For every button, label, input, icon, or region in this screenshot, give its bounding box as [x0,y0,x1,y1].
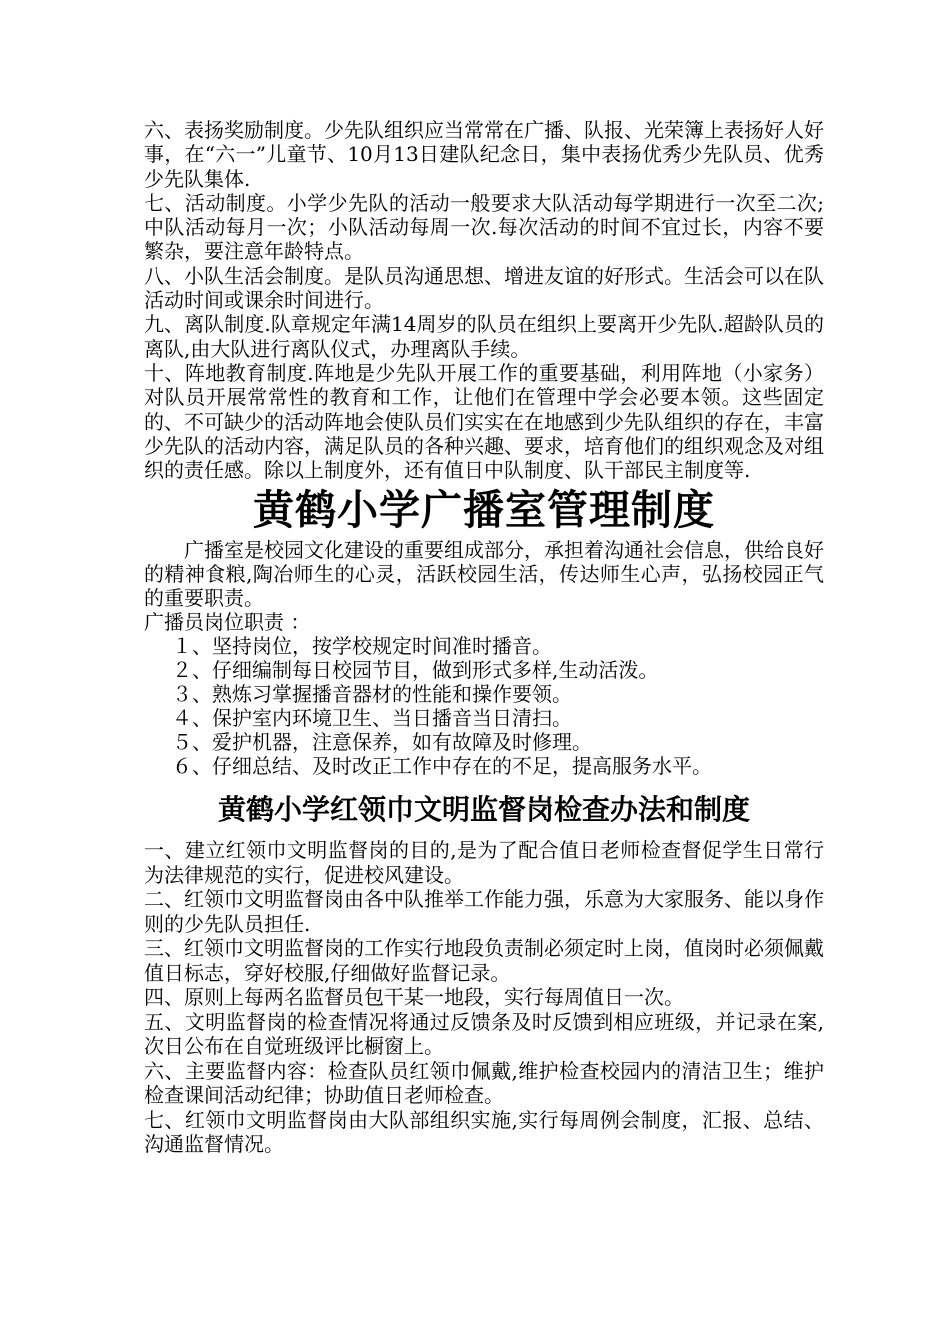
supervision-paragraph-2: 二、红领巾文明监督岗由各中队推举工作能力强，乐意为大家服务、能以身作则的少先队员担任. [144,887,824,936]
rule-paragraph-8: 八、小队生活会制度。是队员沟通思想、增进友谊的好形式。生活会可以在队活动时间或课余时间进行。 [144,263,824,313]
duty-item-4: ４、保护室内环境卫生、当日播音当日清扫。 [172,706,572,731]
broadcaster-duty-heading: 广播员岗位职责 ： [144,610,311,635]
supervision-paragraph-3: 三、红领巾文明监督岗的工作实行地段负责制必须定时上岗，值岗时必须佩戴值日标志，穿好校服,仔细做好监督记录。 [144,936,824,985]
duty-item-5: ５、爱护机器，注意保养，如有故障及时修理。 [172,730,592,755]
section-red-scarf-supervision [144,792,824,1157]
rule-paragraph-6: 六、表扬奖励制度。少先队组织应当常常在广播、队报、光荣簿上表扬好人好事，在“六一”儿童节、10月13日建队纪念日，集中表扬优秀少先队员、优秀少先队集体. [144,118,824,191]
broadcast-intro: 广播室是校园文化建设的重要组成部分，承担着沟通社会信息，供给良好的精神食粮,陶冶师生的心灵，活跃校园生活，传达师生心声，弘扬校园正气的重要职责。 [144,538,824,611]
supervision-paragraph-1: 一、建立红领巾文明监督岗的目的,是为了配合值日老师检查督促学生日常行为法律规范的实行，促进校风建设。 [144,838,824,887]
section-youth-pioneer-rules [144,118,824,482]
broadcast-room-title: 黄鹤小学广播室管理制度 [253,486,715,535]
duty-item-3: ３、熟炼习掌握播音器材的性能和操作要领。 [172,682,572,707]
supervision-title: 黄鹤小学红领巾文明监督岗检查办法和制度 [217,793,750,827]
section-broadcast-room [144,482,824,778]
rule-paragraph-7: 七、活动制度。小学少先队的活动一般要求大队活动每学期进行一次至二次;中队活动每月一次；小队活动每周一次.每次活动的时间不宜过长，内容不要繁杂，要注意年龄特点。 [144,190,824,264]
rule-paragraph-9: 九、离队制度.队章规定年满14周岁的队员在组织上要离开少先队.超龄队员的离队,由大队进行离队仪式，办理离队手续。 [144,312,824,361]
duty-item-6: ６、仔细总结、及时改正工作中存在的不足，提高服务水平。 [172,754,712,779]
rule-paragraph-10: 十、阵地教育制度.阵地是少先队开展工作的重要基础，利用阵地（小家务）对队员开展常常性的教育和工作，让他们在管理中学会必要本领。这些固定的、不可缺少的活动阵地会使队员们实实在在地感到少先队组织的存在，丰富少先队的活动内容，满足队员的各种兴趣、要求，培育他们的组织观念及对组织的责任感。除以上制度外，还有值日中队制度、队干部民主制度等. [144,360,824,483]
document-page [144,118,824,1157]
duty-item-1: １、坚持岗位，按学校规定时间准时播音。 [172,634,552,659]
duty-item-2: ２、仔细编制每日校园节目，做到形式多样,生动活泼。 [172,658,659,683]
supervision-paragraph-6: 六、主要监督内容：检查队员红领巾佩戴,维护检查校园内的清洁卫生；维护检查课间活动纪律；协助值日老师检查。 [144,1058,824,1108]
supervision-paragraph-4: 四、原则上每两名监督员包干某一地段，实行每周值日一次。 [144,985,684,1010]
supervision-paragraph-5: 五、文明监督岗的检查情况将通过反馈条及时反馈到相应班级，并记录在案,次日公布在自觉班级评比橱窗上。 [144,1009,824,1059]
supervision-paragraph-7: 七、红领巾文明监督岗由大队部组织实施,实行每周例会制度，汇报、总结、沟通监督情况。 [144,1107,824,1157]
